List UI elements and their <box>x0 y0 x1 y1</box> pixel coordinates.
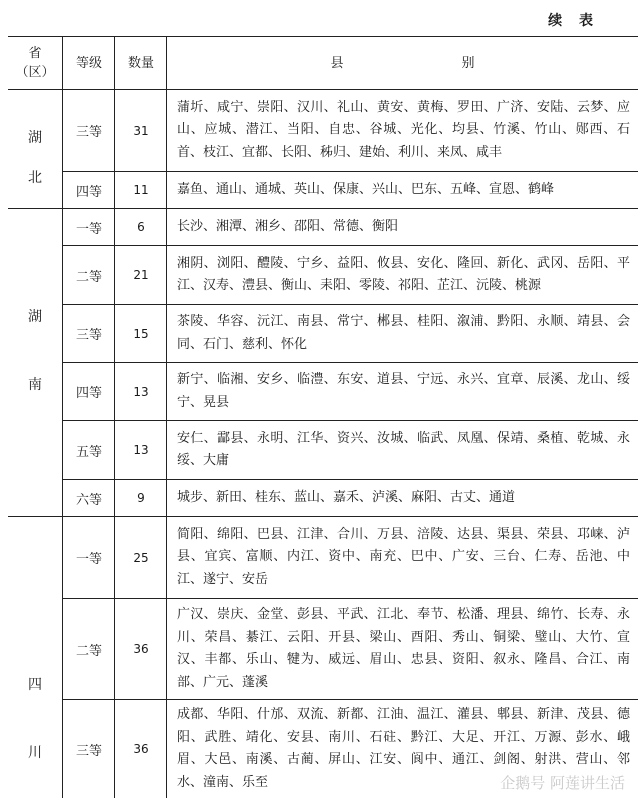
counties-text: 蒲圻、咸宁、崇阳、汉川、礼山、黄安、黄梅、罗田、广济、安陆、云梦、应山、应城、潜江、当阳、自忠、谷城、光化、均县、竹溪、竹山、郧西、石首、枝江、宜都、长阳、秭归、建始、利川、来凤、咸丰 <box>177 99 630 160</box>
province-label: 湖 南 <box>28 309 42 393</box>
counties-text: 嘉鱼、通山、通城、英山、保康、兴山、巴东、五峰、宣恩、鹤峰 <box>177 181 555 197</box>
header-level: 等级 <box>62 37 115 89</box>
count-cell: 13 <box>114 421 167 479</box>
count-cell: 9 <box>114 480 167 516</box>
table-row <box>62 599 638 700</box>
header-counties: 县别 <box>166 37 638 89</box>
level-cell: 一等 <box>62 209 115 245</box>
level-cell: 五等 <box>62 421 115 479</box>
counties-text: 长沙、湘潭、湘乡、邵阳、常德、衡阳 <box>177 218 399 234</box>
table-row <box>62 421 638 480</box>
province-label: 湖 北 <box>28 130 42 186</box>
counties-text: 新宁、临湘、安乡、临澧、东安、道县、宁远、永兴、宜章、辰溪、龙山、绥宁、晃县 <box>177 372 630 410</box>
table-header <box>8 37 638 90</box>
counties-cell <box>166 363 638 420</box>
continued-label: 续 表 <box>548 13 599 29</box>
counties-text: 成都、华阳、什邡、双流、新都、江油、温江、灌县、郫县、新津、茂县、德阳、武胜、靖化、安县、南川、石砫、黔江、大足、开江、万源、彭水、峨眉、大邑、南溪、古蔺、屏山、江安、阆中、通江、剑阁、射洪、营山、邻水、潼南、乐至 <box>177 707 630 790</box>
counties-cell <box>166 209 638 245</box>
province-sichuan <box>8 517 62 805</box>
count-cell: 21 <box>114 246 167 304</box>
header-province: 省 （区） <box>15 46 55 80</box>
counties-cell <box>166 305 638 362</box>
table-row <box>62 172 638 209</box>
table-row <box>62 363 638 421</box>
level-cell: 三等 <box>62 305 115 362</box>
header-count: 数量 <box>114 37 167 89</box>
counties-cell <box>166 480 638 516</box>
level-cell: 二等 <box>62 599 115 699</box>
counties-cell <box>166 517 638 598</box>
province-label: 四 川 <box>28 677 42 761</box>
level-cell: 三等 <box>62 700 115 798</box>
counties-text: 安仁、酃县、永明、江华、资兴、汝城、临武、凤凰、保靖、桑植、乾城、永绥、大庸 <box>177 430 630 468</box>
counties-text: 茶陵、华容、沅江、南县、常宁、郴县、桂阳、溆浦、黔阳、永顺、靖县、会同、石门、慈利、怀化 <box>177 314 630 352</box>
level-cell: 三等 <box>62 90 115 171</box>
counties-cell <box>166 246 638 304</box>
count-cell: 31 <box>114 90 167 171</box>
counties-text: 广汉、崇庆、金堂、彭县、平武、江北、奉节、松潘、理县、绵竹、长寿、永川、荣昌、綦江、云阳、开县、梁山、酉阳、秀山、铜梁、璧山、大竹、宣汉、丰都、乐山、犍为、威远、眉山、忠县、资阳、叙永、隆昌、合江、南部、广元、蓬溪 <box>177 607 630 690</box>
level-cell: 四等 <box>62 172 115 208</box>
table-row <box>62 90 638 172</box>
watermark: 企鹅号 阿莲讲生活 <box>500 774 625 792</box>
count-cell: 36 <box>114 599 167 699</box>
counties-cell <box>166 90 638 171</box>
table-row <box>62 305 638 363</box>
count-cell: 6 <box>114 209 167 245</box>
level-cell: 二等 <box>62 246 115 304</box>
counties-text: 简阳、绵阳、巴县、江津、合川、万县、涪陵、达县、渠县、荣县、邛崃、泸县、宜宾、富顺、内江、资中、南充、巴中、广安、三台、仁寿、岳池、中江、遂宁、安岳 <box>177 526 630 587</box>
count-cell: 15 <box>114 305 167 362</box>
table-row <box>62 209 638 246</box>
level-cell: 六等 <box>62 480 115 516</box>
table-row <box>62 517 638 599</box>
counties-cell <box>166 599 638 699</box>
level-cell: 一等 <box>62 517 115 598</box>
count-cell: 25 <box>114 517 167 598</box>
table-row <box>62 480 638 517</box>
province-hunan <box>8 209 62 517</box>
count-cell: 36 <box>114 700 167 798</box>
level-cell: 四等 <box>62 363 115 420</box>
count-cell: 13 <box>114 363 167 420</box>
count-cell: 11 <box>114 172 167 208</box>
counties-text: 湘阴、浏阳、醴陵、宁乡、益阳、攸县、安化、隆回、新化、武冈、岳阳、平江、汉寿、澧县、衡山、耒阳、零陵、祁阳、芷江、沅陵、桃源 <box>177 255 630 293</box>
counties-text: 城步、新田、桂东、蓝山、嘉禾、泸溪、麻阳、古丈、通道 <box>177 489 516 505</box>
counties-cell <box>166 172 638 208</box>
counties-cell <box>166 421 638 479</box>
province-hubei <box>8 90 62 209</box>
table-row <box>62 246 638 305</box>
